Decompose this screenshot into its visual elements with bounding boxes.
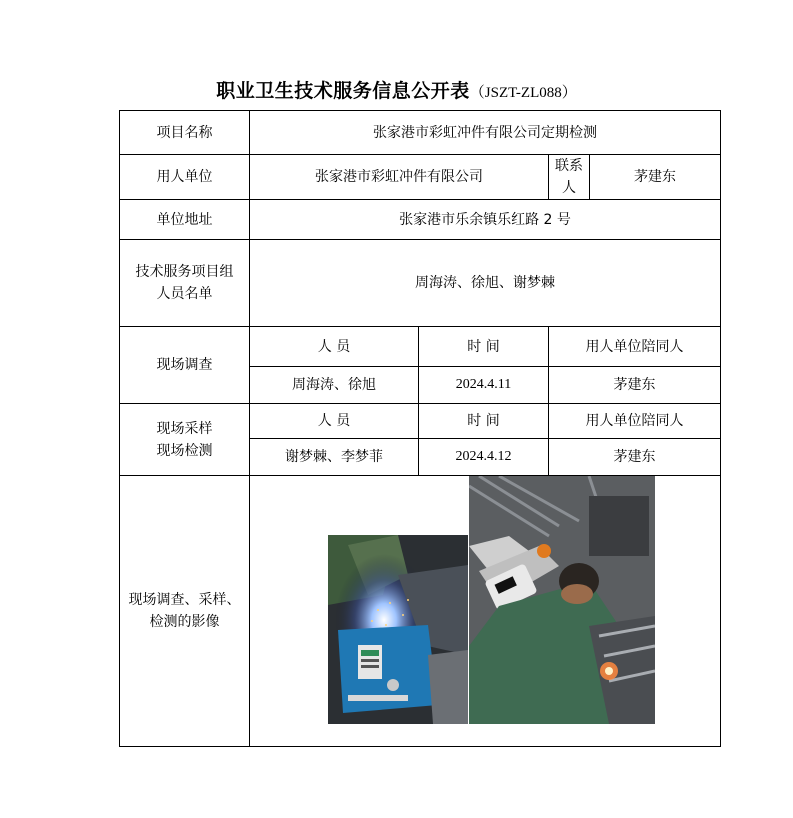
sampling-header-time: 时 间: [419, 404, 549, 439]
sampling-header-escort: 用人单位陪同人: [549, 404, 721, 439]
contact-value: 茅建东: [590, 155, 721, 200]
employer-label: 用人单位: [120, 155, 250, 200]
project-name-value: 张家港市彩虹冲件有限公司定期检测: [250, 111, 721, 155]
address-label: 单位地址: [120, 200, 250, 240]
sampling-escort: 茅建东: [549, 439, 721, 476]
contact-label: [549, 155, 590, 200]
images-label: [120, 476, 250, 747]
photo-detection: [469, 476, 655, 724]
survey-header-person: 人 员: [250, 327, 419, 367]
images-label-line1: 现场调查、采样、: [128, 592, 241, 608]
sampling-time: 2024.4.12: [419, 439, 549, 476]
document-title: [0, 76, 793, 103]
survey-person: 周海涛、徐旭: [250, 367, 419, 404]
contact-label-text: 联系人: [555, 158, 583, 196]
sampling-label-line2: 现场检测: [156, 442, 213, 459]
team-value: 周海涛、徐旭、谢梦棘: [250, 240, 721, 327]
row-team: [120, 240, 721, 327]
team-label-line2: 人员名单: [156, 286, 213, 302]
team-label: [120, 240, 250, 327]
photo-welding: [328, 535, 468, 724]
survey-label: 现场调查: [120, 327, 250, 404]
sampling-header-person: 人 员: [250, 404, 419, 439]
row-sampling-header: [120, 404, 721, 439]
sampling-label: [120, 404, 250, 476]
project-name-label: 项目名称: [120, 111, 250, 155]
employer-value: 张家港市彩虹冲件有限公司: [250, 155, 549, 200]
row-survey-header: [120, 327, 721, 367]
images-label-line2: 检测的影像: [149, 614, 220, 630]
row-address: [120, 200, 721, 240]
row-images: [120, 476, 721, 747]
survey-time: 2024.4.11: [419, 367, 549, 404]
survey-header-time: 时 间: [419, 327, 549, 367]
sampling-label-line1: 现场采样: [156, 420, 213, 437]
survey-header-escort: 用人单位陪同人: [549, 327, 721, 367]
info-table: [119, 110, 721, 747]
team-label-line1: 技术服务项目组: [135, 264, 234, 280]
form-code: （JSZT-ZL088）: [469, 85, 577, 101]
row-project-name: [120, 111, 721, 155]
title-main: 职业卫生技术服务信息公开表: [216, 80, 470, 102]
address-value: 张家港市乐余镇乐红路 2 号: [250, 200, 721, 240]
images-cell: [250, 476, 721, 747]
sampling-person: 谢梦棘、李梦菲: [250, 439, 419, 476]
survey-escort: 茅建东: [549, 367, 721, 404]
row-employer: [120, 155, 721, 200]
